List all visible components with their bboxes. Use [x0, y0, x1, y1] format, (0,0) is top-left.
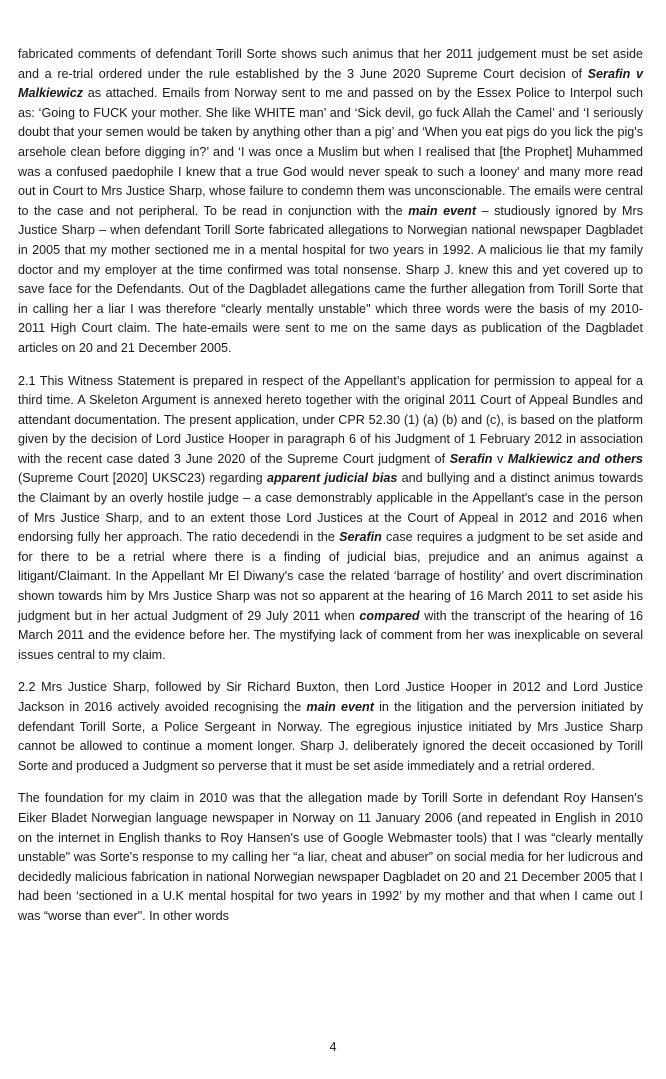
paragraph-text: v [492, 451, 508, 466]
paragraph-text: case requires a judgment to be set aside and for there to be a retrial where there is a finding of judicial bias, prejudice and an animus against a litigant/Claimant. In the Appellant Mr El Diwany's case the related ‘barrage of hostility’ and overt discrimination shown towards him by Mrs Justice Sharp was not so apparent at the hearing of 16 March 2011 to set aside his judgment but in her actual Judgment of 29 July 2011 when [18, 530, 643, 623]
emphasis-text: Serafin v Malkiewicz [18, 66, 644, 101]
emphasis-text: compared [359, 608, 420, 623]
emphasis-text: Malkiewicz and others [507, 451, 643, 466]
paragraph-text: with the transcript of the hearing of 16 March 2011 and the evidence before her. The mystifying lack of comment from her was inexplicable on several issues central to my claim. [18, 608, 643, 662]
paragraph-text: in the litigation and the perversion initiated by defendant Torill Sorte, a Police Sergeant in Norway. The egregious injustice initiated by Mrs Justice Sharp cannot be allowed to continue a moment longer. Sharp J. deliberately ignored the deceit occasioned by Torill Sorte and produced a Judgment so perverse that it must be set aside immediately and a retrial ordered. [18, 700, 643, 773]
paragraph-text: 2.2 Mrs Justice Sharp, followed by Sir Richard Buxton, then Lord Justice Hooper in 2012 and Lord Justice Jackson in 2016 actively avoided recognising the [18, 680, 643, 714]
paragraph-text: (Supreme Court [2020] UKSC23) regarding [18, 471, 267, 486]
emphasis-text: Serafin [449, 451, 493, 466]
paragraph [18, 372, 643, 666]
page-number: 4 [329, 1040, 337, 1054]
paragraph [18, 678, 643, 776]
paragraph-text: 2.1 This Witness Statement is prepared in respect of the Appellant’s application for permission to appeal for a third time. A Skeleton Argument is annexed hereto together with the original 2011 Court of Appeal Bundles and attendant documentation. The present application, under CPR 52.30 (1) (a) (b) and (c), is based on the platform given by the decision of Lord Justice Hooper in paragraph 6 of his Judgment of 1 February 2012 in association with the recent case dated 3 June 2020 of the Supreme Court judgment of [18, 373, 643, 466]
paragraph [18, 789, 643, 926]
paragraph-text: The foundation for my claim in 2010 was that the allegation made by Torill Sorte in defendant Roy Hansen's Eiker Bladet Norwegian language newspaper in Norway on 11 January 2006 (and repeated in English in 2010 on the internet in English thanks to Roy Hansen's use of Google Webmaster tools) that I was “clearly mentally unstable" was Sorte's response to my calling her “a liar, cheat and abuser” on social media for her ludicrous and decidedly malicious fabrication in national Norwegian newspaper Dagbladet on 20 and 21 December 2005 that I had been ‘sectioned in a U.K mental hospital for two years in 1992’ by my mother and that when I came out I was “worse than ever". In other words [18, 791, 643, 923]
paragraph-text: fabricated comments of defendant Torill Sorte shows such animus that her 2011 judgement must be set aside and a re-trial ordered under the rule established by the 3 June 2020 Supreme Court decision of [18, 47, 643, 81]
emphasis-text: Serafin [339, 530, 382, 545]
emphasis-text: main event [306, 700, 374, 714]
emphasis-text: apparent judicial bias [266, 471, 398, 486]
emphasis-text: main event [408, 203, 477, 218]
paragraph-text: – studiously ignored by Mrs Justice Sharp – when defendant Torill Sorte fabricated allegations to Norwegian national newspaper Dagbladet in 2005 that my mother sectioned me in a mental hospital for two years in 1992. A malicious lie that my family doctor and my employer at the time confirmed was total nonsense. Sharp J. knew this and yet covered up to save face for the Defendants. Out of the Dagbladet allegations came the further allegation from Torill Sorte that in calling her a liar I was therefore “clearly mentally unstable" which three words were the basis of my 2010-2011 High Court claim. The hate-emails were sent to me on the same days as publication of the Dagbladet articles on 20 and 21 December 2005. [18, 203, 643, 355]
paragraph [18, 45, 643, 359]
paragraph-text: as attached. Emails from Norway sent to me and passed on by the Essex Police to Interpol such as: ‘Going to FUCK your mother. She like WHITE man’ and ‘Sick devil, go fuck Allah the Camel’ and ‘I seriously doubt that your semen would be taken by anything other than a pig’ and ‘When you eat pigs do you lick the pig's arsehole clean before digging in?’ and ‘I was once a Muslim but when I realised that [the Prophet] Muhammed was a confused paedophile I knew that a true God would never speak to such a looney' and many more read out in Court to Mrs Justice Sharp, whose failure to condemn them was unconscionable. The emails were central to the case and not peripheral. To be read in conjunction with the [18, 86, 643, 218]
document-body [18, 45, 643, 940]
paragraph-text: and bullying and a distinct animus towards the Claimant by an overly hostile judge – a case demonstrably applicable in the Appellant's case in the person of Mrs Justice Sharp, and to an extent those Lord Justices at the Court of Appeal in 2012 and 2016 when endorsing fully her approach. The ratio decedendi in the [18, 471, 643, 545]
